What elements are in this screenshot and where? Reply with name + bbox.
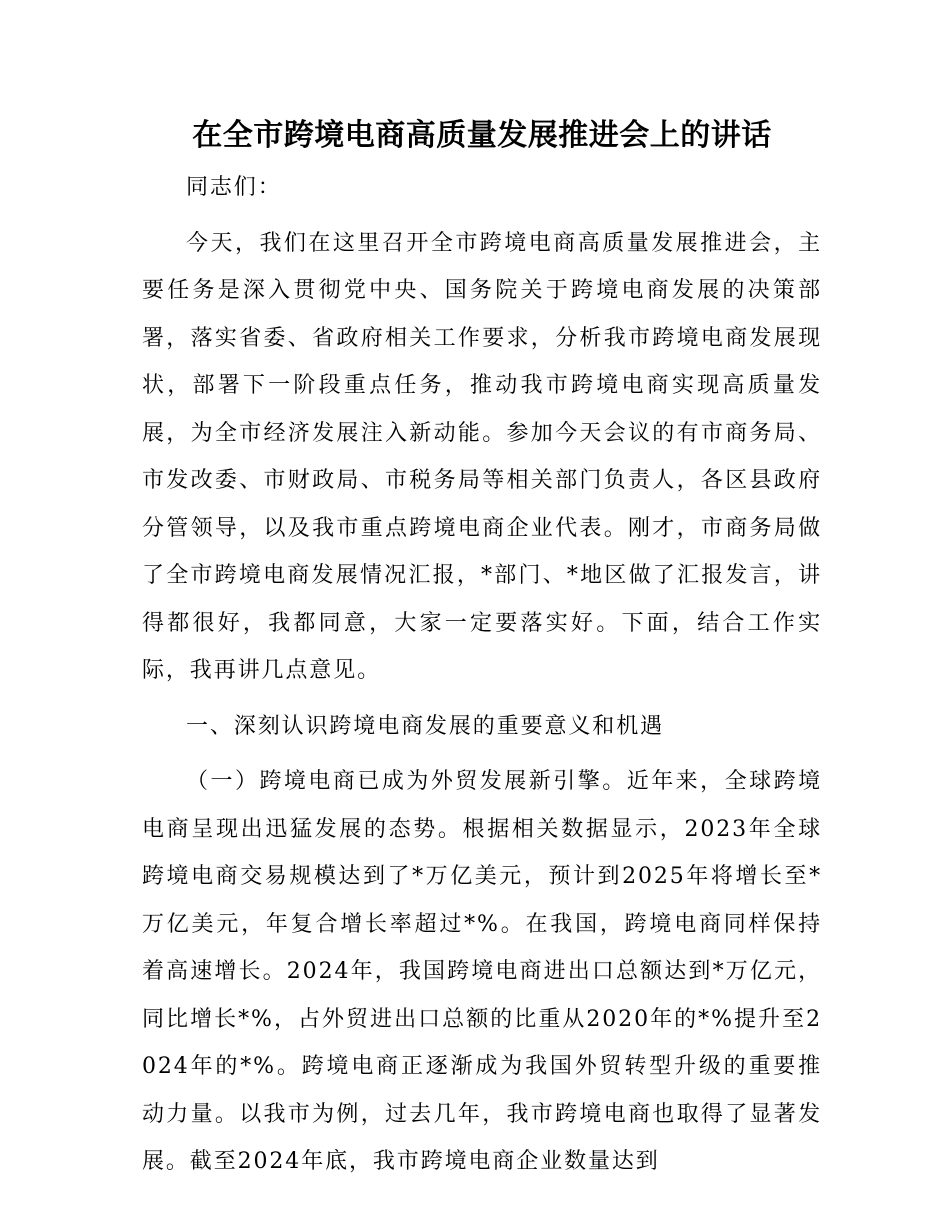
paragraph-section1-1: （一）跨境电商已成为外贸发展新引擎。近年来，全球跨境电商呈现出迅猛发展的态势。根据相关数据显示，2023年全球跨境电商交易规模达到了*万亿美元，预计到2025年将增长至*万亿美元，年复合增长率超过*%。在我国，跨境电商同样保持着高速增长。2024年，我国跨境电商进出口总额达到*万亿元，同比增长*%，占外贸进出口总额的比重从2020年的*%提升至2024年的*%。跨境电商正逐渐成为我国外贸转型升级的重要推动力量。以我市为例，过去几年，我市跨境电商也取得了显著发展。截至2024年底，我市跨境电商企业数量达到 — [142, 769, 822, 1174]
paragraph-intro: 今天，我们在这里召开全市跨境电商高质量发展推进会，主要任务是深入贯彻党中央、国务院关于跨境电商发展的决策部署，落实省委、省政府相关工作要求，分析我市跨境电商发展现状，部署下一阶段重点任务，推动我市跨境电商实现高质量发展，为全市经济发展注入新动能。参加今天会议的有市商务局、市发改委、市财政局、市税务局等相关部门负责人，各区县政府分管领导，以及我市重点跨境电商企业代表。刚才，市商务局做了全市跨境电商发展情况汇报，*部门、*地区做了汇报发言，讲得都很好，我都同意，大家一定要落实好。下面，结合工作实际，我再讲几点意见。 — [142, 230, 822, 683]
salutation: 同志们： — [186, 175, 282, 200]
document-page — [142, 110, 822, 1186]
section-heading-1: 一、深刻认识跨境电商发展的重要意义和机遇 — [186, 713, 665, 739]
document-title: 在全市跨境电商高质量发展推进会上的讲话 — [192, 118, 772, 153]
